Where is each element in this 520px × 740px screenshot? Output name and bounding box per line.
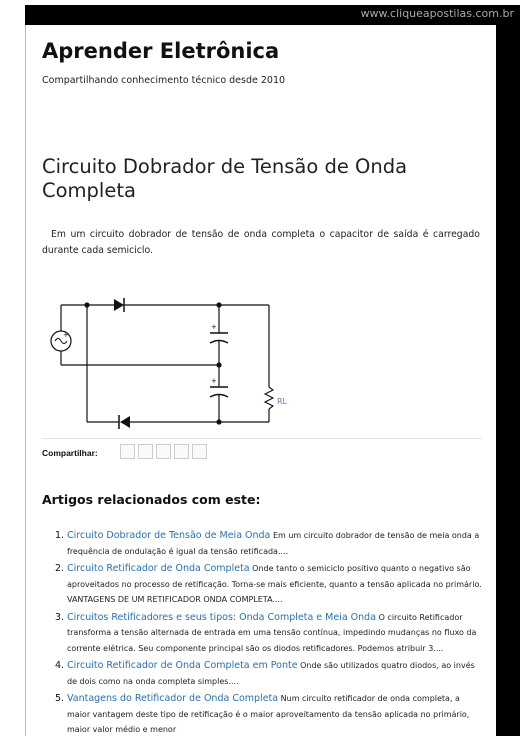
related-articles-list — [42, 528, 482, 740]
capacitor-1-plus: + — [211, 323, 217, 331]
related-snippet-5: Num circuito retificador de onda completa, a maior vantagem deste tipo de retificação é o maior aproveitamento da tensão aplicada no primário, maior valor médio e menor — [67, 694, 470, 734]
related-item: 4. Circuito Retificador de Onda Completa em Ponte Onde são utilizados quatro diodos, ao invés de dois como na onda completa simples.... — [55, 660, 475, 686]
related-link-4[interactable]: Circuito Retificador de Onda Completa em Ponte — [67, 660, 298, 671]
share-button-1[interactable] — [120, 444, 135, 459]
share-label: Compartilhar: — [42, 448, 98, 458]
post-title: Circuito Dobrador de Tensão de Onda Completa — [42, 155, 408, 202]
junction-dots — [84, 302, 221, 424]
share-button-4[interactable] — [174, 444, 189, 459]
resistor-label: RL — [277, 397, 288, 406]
post-intro — [42, 227, 480, 259]
share-buttons — [120, 444, 207, 459]
voltage-doubler-circuit-diagram — [44, 263, 288, 443]
related-item: 2. Circuito Retificador de Onda Completa Onde tanto o semiciclo positivo quanto o negativo são aproveitados no processo de retificação. Torna-se mais eficiente, quanto a tensão aplicada no primário. VANTAGENS DE UM RETIFICADOR ONDA COMPLETA.... — [55, 563, 482, 604]
related-link-5[interactable]: Vantagens do Retificador de Onda Completa — [67, 693, 279, 704]
svg-text:+: + — [63, 331, 69, 339]
right-bar — [496, 25, 520, 736]
diode-bottom-icon — [119, 415, 130, 429]
resistor-icon — [265, 387, 273, 409]
related-link-1[interactable]: Circuito Dobrador de Tensão de Meia Onda — [67, 530, 271, 541]
related-snippet-3: O circuito Retificador transforma a tensão alternada de entrada em uma tensão contínua, impedindo mudanças no fluxo da corrente elétrica. Seu componente principal são os diodos retificadores. Podemos atribuir 3.... — [67, 612, 477, 653]
watermark: www.cliqueapostilas.com.br — [360, 7, 514, 20]
related-link-2[interactable]: Circuito Retificador de Onda Completa — [67, 563, 250, 574]
site-tagline: Compartilhando conhecimento técnico desde 2010 — [42, 75, 286, 86]
related-articles-title: Artigos relacionados com este: — [42, 492, 261, 507]
related-snippet-1: Em um circuito dobrador de tensão de meia onda a frequência de ondulação é igual da tensão retificada.... — [67, 531, 480, 556]
related-item: 5. Vantagens do Retificador de Onda Completa Num circuito retificador de onda completa, a maior vantagem deste tipo de retificação é o maior aproveitamento da tensão aplicada no primário, maior valor médio e menor — [55, 693, 470, 734]
share-divider — [42, 438, 482, 439]
share-button-3[interactable] — [156, 444, 171, 459]
related-item: 1. Circuito Dobrador de Tensão de Meia Onda Em um circuito dobrador de tensão de meia onda a frequência de ondulação é igual da tensão retificada.... — [55, 530, 480, 556]
related-snippet-2: Onde tanto o semiciclo positivo quanto o negativo são aproveitados no processo de retificação. Torna-se mais eficiente, quanto a tensão aplicada no primário. VANTAGENS DE UM RETIFICADOR ONDA COMPLETA.... — [67, 564, 482, 604]
related-item: 3. Circuitos Retificadores e seus tipos: Onda Completa e Meia Onda O circuito Retificador transforma a tensão alternada de entrada em uma tensão contínua, impedindo mudanças no fluxo da corrente elétrica. Seu componente principal são os diodos retificadores. Podemos atribuir 3.... — [55, 611, 477, 653]
page-border — [25, 25, 26, 736]
capacitor-2-plus: + — [211, 377, 217, 385]
post-intro-text: Em um circuito dobrador de tensão de onda completa o capacitor de saída é carregado durante cada semiciclo. — [42, 229, 480, 257]
related-link-3[interactable]: Circuitos Retificadores e seus tipos: Onda Completa e Meia Onda — [67, 611, 377, 623]
top-bar — [25, 5, 520, 25]
site-title[interactable]: Aprender Eletrônica — [42, 39, 280, 63]
diode-top-icon — [114, 298, 124, 312]
share-button-5[interactable] — [192, 444, 207, 459]
share-button-2[interactable] — [138, 444, 153, 459]
ac-source-icon — [51, 331, 71, 351]
related-snippet-4: Onde são utilizados quatro diodos, ao invés de dois como na onda completa simples.... — [67, 661, 475, 686]
